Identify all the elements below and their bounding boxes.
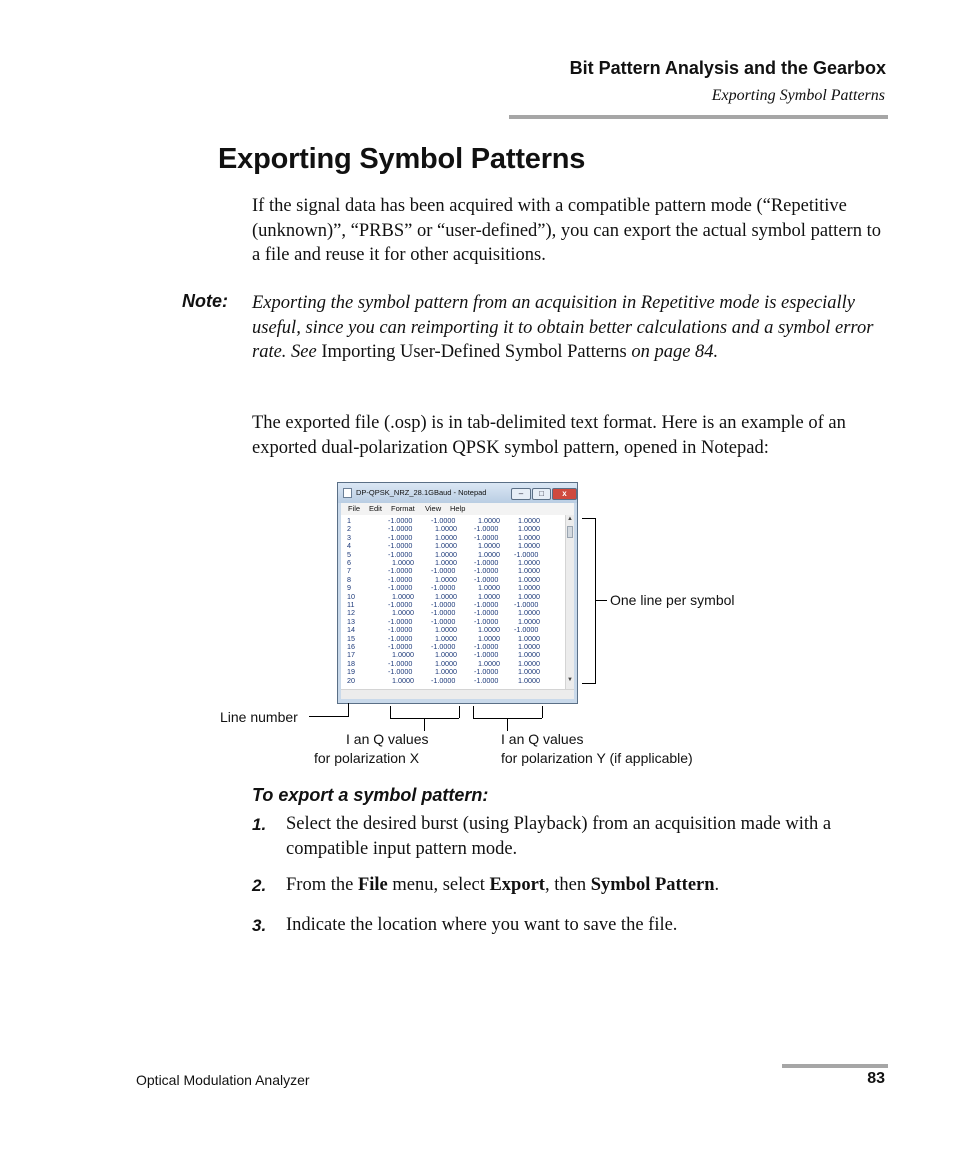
row-line-number: 7 xyxy=(347,566,351,576)
row-value: -1.0000 xyxy=(388,532,413,542)
note-text-after: on page 84. xyxy=(626,342,719,362)
row-value: 1.0000 xyxy=(392,650,414,660)
row-value: -1.0000 xyxy=(474,574,499,584)
menu-name-symbol-pattern: Symbol Pattern xyxy=(590,875,715,895)
row-value: 1.0000 xyxy=(518,566,540,576)
notepad-menubar xyxy=(341,503,574,515)
scroll-down-arrow-icon[interactable]: ▼ xyxy=(567,677,573,683)
footer-rule xyxy=(782,1064,888,1068)
row-value: -1.0000 xyxy=(514,549,539,559)
note-text xyxy=(252,291,892,365)
row-line-number: 18 xyxy=(347,658,355,668)
row-value: 1.0000 xyxy=(518,558,540,567)
row-value: 1.0000 xyxy=(435,633,457,643)
annotation-line-number: Line number xyxy=(220,709,298,725)
row-value: 1.0000 xyxy=(518,667,540,677)
footer-product-name: Optical Modulation Analyzer xyxy=(136,1072,310,1088)
row-value: 1.0000 xyxy=(392,558,414,567)
row-value: 1.0000 xyxy=(518,516,540,525)
row-value: -1.0000 xyxy=(431,642,456,651)
row-line-number: 6 xyxy=(347,558,351,567)
row-value: 1.0000 xyxy=(518,675,540,685)
row-line-number: 19 xyxy=(347,667,355,677)
row-line-number: 5 xyxy=(347,549,351,559)
row-value: -1.0000 xyxy=(431,675,456,685)
row-value: -1.0000 xyxy=(431,608,456,618)
row-value: 1.0000 xyxy=(518,591,540,601)
menu-name-export: Export xyxy=(489,875,545,895)
vertical-scrollbar[interactable] xyxy=(565,515,574,689)
row-value: 1.0000 xyxy=(478,583,500,593)
annotation-one-line-per-symbol: One line per symbol xyxy=(610,592,735,608)
row-line-number: 12 xyxy=(347,608,355,618)
line-number-leader-up xyxy=(348,703,349,717)
page-number: 83 xyxy=(867,1070,885,1087)
row-value: 1.0000 xyxy=(392,675,414,685)
row-line-number: 8 xyxy=(347,574,351,584)
row-value: 1.0000 xyxy=(435,532,457,542)
row-value: 1.0000 xyxy=(478,658,500,668)
notepad-window-title: DP-QPSK_NRZ_28.1GBaud - Notepad xyxy=(356,488,487,497)
step-text-part: From the xyxy=(286,875,358,895)
row-value: 1.0000 xyxy=(518,633,540,643)
running-header-chapter: Bit Pattern Analysis and the Gearbox xyxy=(569,58,886,78)
bracket-bottom-tick xyxy=(582,683,595,684)
intro-paragraph: If the signal data has been acquired with a compatible pattern mode (“Repetitive (unknown)”, “PRBS” or “user-defined”), you can export the actual symbol pattern to a file and reuse it for other acquisitions. xyxy=(252,196,881,265)
row-value: 1.0000 xyxy=(478,541,500,551)
scroll-up-arrow-icon[interactable]: ▲ xyxy=(567,516,573,522)
step-text-part: . xyxy=(714,875,720,895)
annotation-y-line1: I an Q values xyxy=(501,731,584,747)
row-value: 1.0000 xyxy=(392,608,414,618)
row-value: 1.0000 xyxy=(518,524,540,534)
row-line-number: 15 xyxy=(347,633,355,643)
row-value: 1.0000 xyxy=(518,532,540,542)
header-rule xyxy=(509,115,888,119)
row-value: 1.0000 xyxy=(518,541,540,551)
scrollbar-thumb[interactable] xyxy=(567,526,573,538)
notepad-text-area[interactable] xyxy=(341,515,565,689)
row-value: -1.0000 xyxy=(388,625,413,635)
row-value: -1.0000 xyxy=(474,524,499,534)
horizontal-scrollbar[interactable] xyxy=(341,689,574,699)
row-value: 1.0000 xyxy=(478,516,500,525)
row-value: 1.0000 xyxy=(435,658,457,668)
row-value: -1.0000 xyxy=(388,549,413,559)
row-line-number: 10 xyxy=(347,591,355,601)
row-line-number: 20 xyxy=(347,675,355,685)
notepad-titlebar xyxy=(338,483,577,503)
row-value: -1.0000 xyxy=(431,566,456,576)
cross-reference-link[interactable]: Importing User-Defined Symbol Patterns xyxy=(321,342,627,362)
y-bracket-right xyxy=(542,706,543,718)
step-text: Select the desired burst (using Playback) from an acquisition made with a compatible input pattern mode. xyxy=(286,814,832,859)
row-value: 1.0000 xyxy=(518,616,540,626)
row-line-number: 16 xyxy=(347,642,355,651)
row-value: -1.0000 xyxy=(474,566,499,576)
step-number: 3. xyxy=(252,916,267,935)
step-number: 1. xyxy=(252,815,267,834)
row-value: 1.0000 xyxy=(435,541,457,551)
row-value: -1.0000 xyxy=(388,524,413,534)
menu-format[interactable]: Format xyxy=(391,504,415,513)
row-value: 1.0000 xyxy=(518,583,540,593)
row-value: 1.0000 xyxy=(478,633,500,643)
procedure-heading: To export a symbol pattern: xyxy=(252,785,489,805)
row-value: 1.0000 xyxy=(478,625,500,635)
notepad-app-icon xyxy=(343,488,352,498)
row-line-number: 1 xyxy=(347,516,351,525)
row-value: -1.0000 xyxy=(388,658,413,668)
row-value: -1.0000 xyxy=(431,616,456,626)
row-line-number: 17 xyxy=(347,650,355,660)
row-value: 1.0000 xyxy=(518,574,540,584)
row-line-number: 2 xyxy=(347,524,351,534)
bracket-vertical xyxy=(595,518,596,684)
row-value: -1.0000 xyxy=(388,566,413,576)
row-value: 1.0000 xyxy=(435,591,457,601)
maximize-button[interactable]: □ xyxy=(532,488,551,500)
row-line-number: 14 xyxy=(347,625,355,635)
row-value: 1.0000 xyxy=(435,549,457,559)
row-line-number: 4 xyxy=(347,541,351,551)
annotation-x-line1: I an Q values xyxy=(346,731,429,747)
row-line-number: 11 xyxy=(347,600,355,609)
y-bracket-left xyxy=(473,706,474,718)
row-value: 1.0000 xyxy=(518,608,540,618)
row-value: -1.0000 xyxy=(474,650,499,660)
annotation-x-line2: for polarization X xyxy=(314,750,420,766)
x-bracket-right xyxy=(459,706,460,718)
row-line-number: 3 xyxy=(347,532,351,542)
note-label: Note: xyxy=(182,291,228,311)
row-value: 1.0000 xyxy=(435,625,457,635)
line-number-leader xyxy=(309,716,348,717)
row-value: -1.0000 xyxy=(474,616,499,626)
menu-edit[interactable]: Edit xyxy=(369,504,382,513)
row-value: 1.0000 xyxy=(435,667,457,677)
row-value: -1.0000 xyxy=(388,583,413,593)
row-value: -1.0000 xyxy=(431,583,456,593)
row-value: 1.0000 xyxy=(435,574,457,584)
step-text-part: menu, select xyxy=(387,875,490,895)
row-value: -1.0000 xyxy=(388,633,413,643)
row-value: -1.0000 xyxy=(514,600,539,609)
step-number: 2. xyxy=(252,876,267,895)
running-header-section: Exporting Symbol Patterns xyxy=(711,87,885,104)
row-value: -1.0000 xyxy=(474,675,499,685)
row-value: -1.0000 xyxy=(388,600,413,609)
row-value: -1.0000 xyxy=(514,625,539,635)
row-value: 1.0000 xyxy=(392,591,414,601)
row-value: -1.0000 xyxy=(431,516,456,525)
page-title: Exporting Symbol Patterns xyxy=(218,143,586,175)
x-bracket-left xyxy=(390,706,391,718)
row-value: 1.0000 xyxy=(518,650,540,660)
row-value: -1.0000 xyxy=(388,667,413,677)
menu-file[interactable]: File xyxy=(348,504,361,513)
menu-help[interactable]: Help xyxy=(450,504,466,513)
row-value: -1.0000 xyxy=(388,574,413,584)
row-value: 1.0000 xyxy=(478,549,500,559)
y-bracket-leader xyxy=(507,718,508,731)
menu-name-file: File xyxy=(357,875,388,895)
row-value: -1.0000 xyxy=(388,642,413,651)
note-text-before: Exporting the symbol pattern from an acquisition in Repetitive mode is especially useful, since you can reimporting it to obtain better calculations and a symbol error rate. See xyxy=(252,293,874,362)
row-line-number: 9 xyxy=(347,583,351,593)
export-paragraph: The exported file (.osp) is in tab-delimited text format. Here is an example of an exported dual-polarization QPSK symbol pattern, opened in Notepad: xyxy=(252,413,846,458)
minimize-button[interactable]: – xyxy=(511,488,531,500)
row-value: 1.0000 xyxy=(518,642,540,651)
close-button[interactable]: x xyxy=(552,488,577,500)
row-value: -1.0000 xyxy=(474,667,499,677)
row-value: -1.0000 xyxy=(474,608,499,618)
step-text: Indicate the location where you want to save the file. xyxy=(286,915,678,935)
row-value: -1.0000 xyxy=(474,642,499,651)
row-value: -1.0000 xyxy=(474,532,499,542)
bracket-leader xyxy=(595,600,607,601)
row-value: -1.0000 xyxy=(474,600,499,609)
row-value: 1.0000 xyxy=(435,558,457,567)
row-value: 1.0000 xyxy=(435,650,457,660)
row-value: -1.0000 xyxy=(388,616,413,626)
x-bracket-leader xyxy=(424,718,425,731)
row-value: 1.0000 xyxy=(435,524,457,534)
step-text-part: , then xyxy=(544,875,591,895)
row-value: 1.0000 xyxy=(478,591,500,601)
step-text xyxy=(286,873,886,898)
row-value: -1.0000 xyxy=(388,541,413,551)
row-value: -1.0000 xyxy=(388,516,413,525)
row-value: -1.0000 xyxy=(431,600,456,609)
annotation-y-line2: for polarization Y (if applicable) xyxy=(501,750,693,766)
notepad-screenshot xyxy=(337,482,578,704)
row-line-number: 13 xyxy=(347,616,355,626)
row-value: -1.0000 xyxy=(474,558,499,567)
bracket-top-tick xyxy=(582,518,595,519)
row-value: 1.0000 xyxy=(518,658,540,668)
menu-view[interactable]: View xyxy=(425,504,442,513)
